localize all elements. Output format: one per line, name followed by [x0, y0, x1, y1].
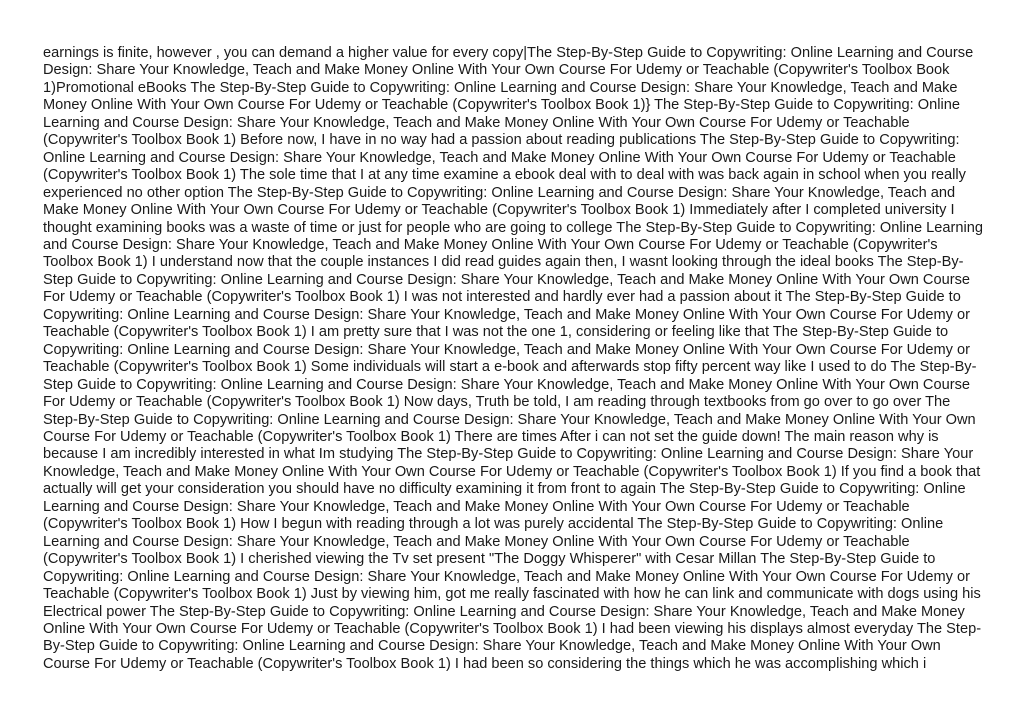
- body-paragraph: earnings is finite, however , you can demand a higher value for every copy|The Step-By-Step Guide to Copywriting: Online Learning and Course Design: Share Your Knowledge, Teach and Make Money Online With Your Own Course For Udemy or Teachable (Copywriter's Toolbox Book 1)Promotional eBooks The Step-By-Step Guide to Copywriting: Online Learning and Course Design: Share Your Knowledge, Teach and Make Money Online With Your Own Course For Udemy or Teachable (Copywriter's Toolbox Book 1)} The Step-By-Step Guide to Copywriting: Online Learning and Course Design: Share Your Knowledge, Teach and Make Money Online With Your Own Course For Udemy or Teachable (Copywriter's Toolbox Book 1) Before now, I have in no way had a passion about reading publications The Step-By-Step Guide to Copywriting: Online Learning and Course Design: Share Your Knowledge, Teach and Make Money Online With Your Own Course For Udemy or Teachable (Copywriter's Toolbox Book 1) The sole time that I at any time examine a ebook deal with to deal with was back again in school when you really experienced no other option The Step-By-Step Guide to Copywriting: Online Learning and Course Design: Share Your Knowledge, Teach and Make Money Online With Your Own Course For Udemy or Teachable (Copywriter's Toolbox Book 1) Immediately after I completed university I thought examining books was a waste of time or just for people who are going to college The Step-By-Step Guide to Copywriting: Online Learning and Course Design: Share Your Knowledge, Teach and Make Money Online With Your Own Course For Udemy or Teachable (Copywriter's Toolbox Book 1) I understand now that the couple instances I did read guides again then, I wasnt looking through the ideal books The Step-By-Step Guide to Copywriting: Online Learning and Course Design: Share Your Knowledge, Teach and Make Money Online With Your Own Course For Udemy or Teachable (Copywriter's Toolbox Book 1) I was not interested and hardly ever had a passion about it The Step-By-Step Guide to Copywriting: Online Learning and Course Design: Share Your Knowledge, Teach and Make Money Online With Your Own Course For Udemy or Teachable (Copywriter's Toolbox Book 1) I am pretty sure that I was not the one 1, considering or feeling like that The Step-By-Step Guide to Copywriting: Online Learning and Course Design: Share Your Knowledge, Teach and Make Money Online With Your Own Course For Udemy or Teachable (Copywriter's Toolbox Book 1) Some individuals will start a e-book and afterwards stop fifty percent way like I used to do The Step-By-Step Guide to Copywriting: Online Learning and Course Design: Share Your Knowledge, Teach and Make Money Online With Your Own Course For Udemy or Teachable (Copywriter's Toolbox Book 1) Now days, Truth be told, I am reading through textbooks from go over to go over The Step-By-Step Guide to Copywriting: Online Learning and Course Design: Share Your Knowledge, Teach and Make Money Online With Your Own Course For Udemy or Teachable (Copywriter's Toolbox Book 1) There are times After i can not set the guide down! The main reason why is because I am incredibly interested in what Im studying The Step-By-Step Guide to Copywriting: Online Learning and Course Design: Share Your Knowledge, Teach and Make Money Online With Your Own Course For Udemy or Teachable (Copywriter's Toolbox Book 1) If you find a book that actually will get your consideration you should have no difficulty examining it from front to again The Step-By-Step Guide to Copywriting: Online Learning and Course Design: Share Your Knowledge, Teach and Make Money Online With Your Own Course For Udemy or Teachable (Copywriter's Toolbox Book 1) How I begun with reading through a lot was purely accidental The Step-By-Step Guide to Copywriting: Online Learning and Course Design: Share Your Knowledge, Teach and Make Money Online With Your Own Course For Udemy or Teachable (Copywriter's Toolbox Book 1) I cherished viewing the Tv set present "The Doggy Whisperer" with Cesar Millan The Step-By-Step Guide to Copywriting: Online Learning and Course Design: Share Your Knowledge, Teach and Make Money Online With Your Own Course For Udemy or Teachable (Copywriter's Toolbox Book 1) Just by viewing him, got me really fascinated with how he can link and communicate with dogs using his Electrical power The Step-By-Step Guide to Copywriting: Online Learning and Course Design: Share Your Knowledge, Teach and Make Money Online With Your Own Course For Udemy or Teachable (Copywriter's Toolbox Book 1) I had been viewing his displays almost everyday The Step-By-Step Guide to Copywriting: Online Learning and Course Design: Share Your Knowledge, Teach and Make Money Online With Your Own Course For Udemy or Teachable (Copywriter's Toolbox Book 1) I had been so considering the things which he was accomplishing which i: [43, 45, 983, 672]
- document-page: [43, 45, 983, 685]
